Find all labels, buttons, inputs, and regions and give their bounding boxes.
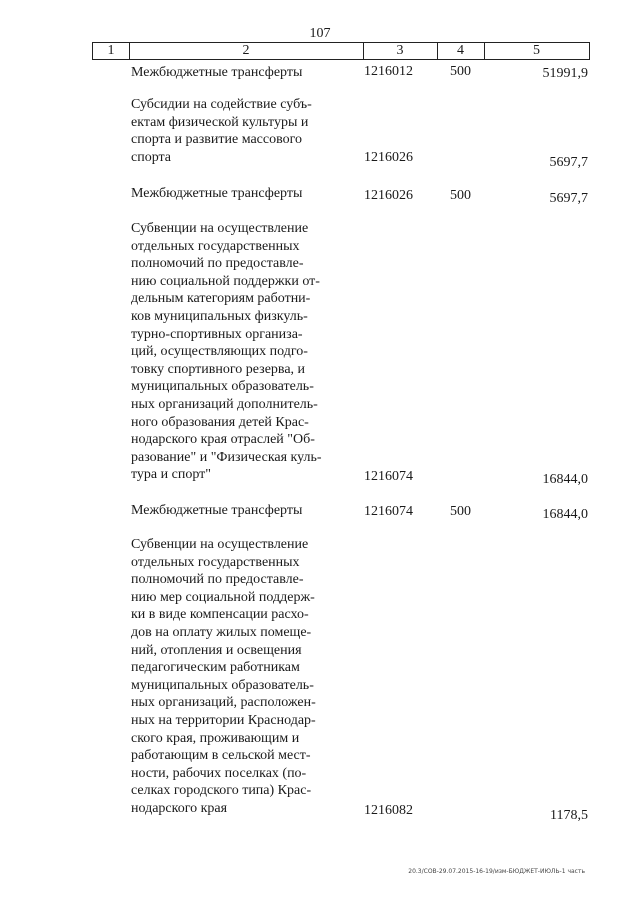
footer-note: 20.3/СОВ-29.07.2015-16-19/изм-БЮДЖЕТ-ИЮЛЬ-1 часть bbox=[408, 868, 585, 875]
row-amount: 16844,0 bbox=[542, 507, 588, 522]
row-description: Субсидии на содействие субъ- ектам физической культуры и спорта и развитие массового спорта bbox=[131, 97, 312, 165]
row-amount: 5697,7 bbox=[549, 191, 588, 206]
row-description: Межбюджетные трансферты bbox=[131, 65, 303, 80]
row-code: 1216074 bbox=[364, 504, 413, 519]
row-code: 1216026 bbox=[364, 150, 413, 165]
row-expense-type: 500 bbox=[450, 504, 471, 519]
row-amount: 1178,5 bbox=[550, 808, 588, 823]
row-code: 1216082 bbox=[364, 803, 413, 818]
row-expense-type: 500 bbox=[450, 188, 471, 203]
row-code: 1216026 bbox=[364, 188, 413, 203]
row-code: 1216074 bbox=[364, 469, 413, 484]
header-col-2: 2 bbox=[129, 43, 364, 59]
row-amount: 16844,0 bbox=[542, 472, 588, 487]
table-header bbox=[92, 42, 590, 60]
row-description: Межбюджетные трансферты bbox=[131, 186, 303, 201]
header-col-5: 5 bbox=[533, 43, 540, 58]
header-col-1: 1 bbox=[93, 43, 130, 59]
row-amount: 5697,7 bbox=[549, 155, 588, 170]
page-number: 107 bbox=[309, 26, 331, 41]
row-amount: 51991,9 bbox=[542, 66, 588, 81]
row-description: Субвенции на осуществление отдельных государственных полномочий по предоставле- нию социальной поддержки от- дельным категориям работни- ков муниципальных физкуль- турно-спортивных организа- ций, осуществляющих подго- товку спортивного резерва, и муниципальных образователь- ных организаций дополнитель- ного образования детей Крас- нодарского края отраслей "Об- разование" и "Физическая куль- тура и спорт" bbox=[131, 221, 322, 483]
row-description: Межбюджетные трансферты bbox=[131, 503, 303, 518]
row-expense-type: 500 bbox=[450, 64, 471, 79]
header-col-3: 3 bbox=[363, 43, 438, 59]
header-col-4: 4 bbox=[437, 43, 485, 59]
row-description: Субвенции на осуществление отдельных государственных полномочий по предоставле- нию мер социальной поддерж- ки в виде компенсации расхо- дов на оплату жилых помеще- ний, отопления и освещения педагогическим работникам муниципальных образователь- ных организаций, расположен- ных на территории Краснодар- ского края, проживающим и работающим в сельской мест- ности, рабочих поселках (по- селках городского типа) Крас- нодарского края bbox=[131, 537, 316, 816]
row-code: 1216012 bbox=[364, 64, 413, 79]
